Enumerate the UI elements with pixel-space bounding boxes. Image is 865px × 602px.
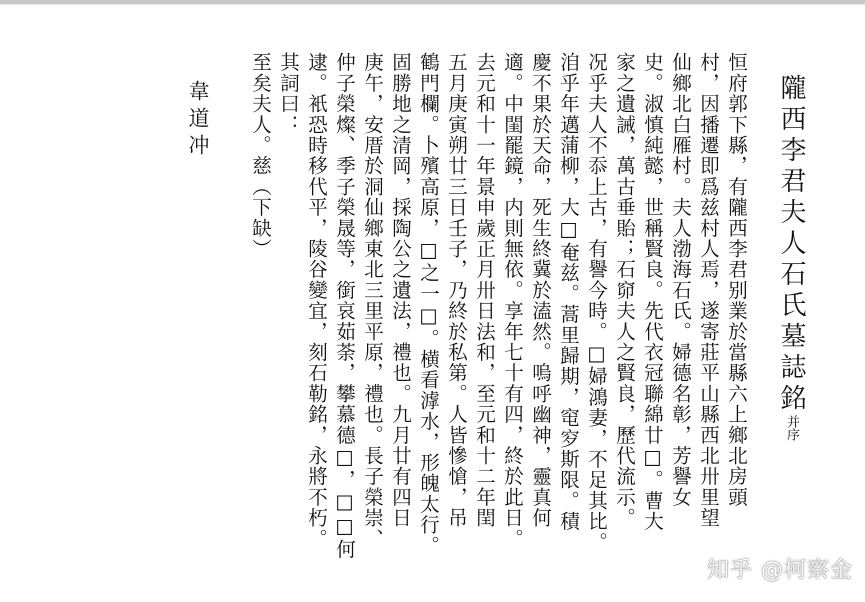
text-column-5: 家之遺誡，萬古垂貽；石窌夫人之賢良，歷代流示。 xyxy=(613,52,636,529)
text-column-9: 適。中閨罷鏡，内則無依。享年七十有四，終於此日。 xyxy=(501,52,524,549)
text-column-1: 恒府郭下縣，有隴西李君别業於當縣六上鄉北房頭 xyxy=(725,52,748,508)
text-column-17: 其詞曰： xyxy=(277,52,300,135)
text-column-6: 况乎夫人不忝上古，有譽今時。□婦鴻妻，不足其比。 xyxy=(585,52,608,553)
author-name: 韋道冲 xyxy=(186,80,210,161)
text-column-18: 至矣夫人。慈（下缺） xyxy=(249,52,272,259)
text-column-13: 固勝地之清岡，採陶公之遺法，禮也。九月廿有四日 xyxy=(389,52,412,529)
text-column-7: 洎乎年邁蒲柳，大□奄兹。蒿里歸期，窀穸斯限。積 xyxy=(557,52,580,532)
text-column-4: 史。淑慎純懿，世稱賢良。先代衣冠聯綿廿□。曹大 xyxy=(641,52,664,532)
title-text: 隴西李君夫人石氏墓誌銘 xyxy=(776,74,806,415)
text-column-11: 五月庚寅朔廿三日壬子，乃終於私第。人皆慘愴，吊 xyxy=(445,52,468,529)
text-column-12: 鶴門欄。卜殯高原，□之一□。横看滹水，形魄太行。 xyxy=(417,52,440,556)
text-column-2: 村，因播遷即爲兹村人焉，遂寄莊平山縣西北卅里望 xyxy=(697,52,720,529)
inscription-title xyxy=(778,74,804,441)
text-column-3: 仙鄉北白雁村。夫人渤海石氏。婦德名彰，芳譽女 xyxy=(669,52,692,508)
text-column-15: 仲子榮燦、季子榮晟等，銜哀茹荼，攀慕德□，□□何 xyxy=(333,52,356,560)
text-column-8: 慶不果於天命，死生終冀於溘然。嗚呼幽神，靈真何 xyxy=(529,52,552,529)
text-column-10: 去元和十一年景申歲正月卅日法和，至元和十二年閏 xyxy=(473,52,496,529)
text-column-16: 逮。衹恐時移代平，陵谷變宜，刻石勒銘，永將不朽。 xyxy=(305,52,328,549)
title-note: 并序 xyxy=(784,415,799,441)
zhihu-watermark: 知乎 @柯察金 xyxy=(707,558,853,583)
scanned-page xyxy=(118,52,818,572)
text-column-14: 庚午，安厝於洞仙鄉東北三里平原，禮也。長子榮崇、 xyxy=(361,52,384,549)
frame-line xyxy=(0,4,865,5)
